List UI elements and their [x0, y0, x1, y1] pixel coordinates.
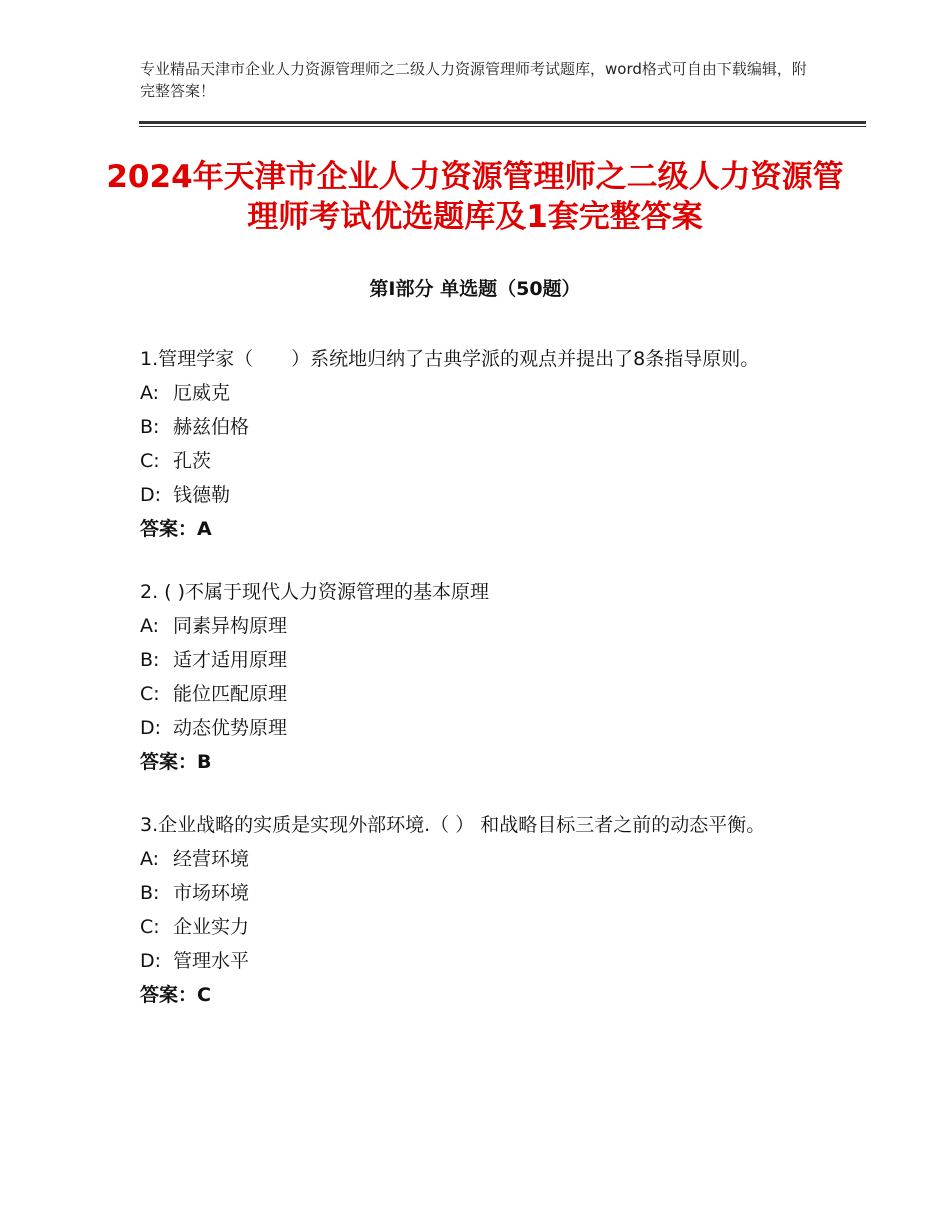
question-2: [140, 577, 810, 778]
section-title: 第Ⅰ部分 单选题（50题）: [369, 278, 581, 300]
question-list: [140, 344, 810, 1043]
option-b: [140, 878, 810, 909]
option-letter: D:: [140, 717, 162, 739]
question-stem: 1.管理学家（ ）系统地归纳了古典学派的观点并提出了8条指导原则。: [140, 348, 760, 370]
answer-line: 答案：B: [140, 751, 212, 773]
option-letter: C:: [140, 683, 160, 705]
option-text: 经营环境: [173, 848, 250, 870]
question-stem: 3.企业战略的实质是实现外部环境.（ ） 和战略目标三者之前的动态平衡。: [140, 814, 766, 836]
option-letter: A:: [140, 848, 160, 870]
question-stem: 2. ( )不属于现代人力资源管理的基本原理: [140, 581, 490, 603]
option-d: [140, 713, 810, 744]
option-c: [140, 446, 810, 477]
option-text: 企业实力: [173, 916, 250, 938]
option-letter: B:: [140, 649, 160, 671]
option-text: 适才适用原理: [173, 649, 288, 671]
option-text: 能位匹配原理: [173, 683, 288, 705]
header-divider-thin: [139, 126, 866, 127]
option-text: 赫兹伯格: [173, 416, 250, 438]
option-letter: C:: [140, 450, 160, 472]
header-divider: [139, 121, 866, 124]
option-b: [140, 645, 810, 676]
option-letter: A:: [140, 615, 160, 637]
option-letter: B:: [140, 882, 160, 904]
option-a: [140, 611, 810, 642]
option-c: [140, 679, 810, 710]
option-text: 厄威克: [173, 382, 231, 404]
answer-line: 答案：A: [140, 518, 212, 540]
document-title: 2024年天津市企业人力资源管理师之二级人力资源管理师考试优选题库及1套完整答案: [106, 159, 844, 235]
option-c: [140, 912, 810, 943]
option-text: 市场环境: [173, 882, 250, 904]
answer-line: 答案：C: [140, 984, 211, 1006]
option-text: 同素异构原理: [173, 615, 288, 637]
option-letter: D:: [140, 950, 162, 972]
option-a: [140, 844, 810, 875]
option-a: [140, 378, 810, 409]
option-letter: B:: [140, 416, 160, 438]
option-d: [140, 946, 810, 977]
option-letter: A:: [140, 382, 160, 404]
option-text: 钱德勒: [173, 484, 231, 506]
option-text: 动态优势原理: [173, 717, 288, 739]
option-letter: C:: [140, 916, 160, 938]
option-d: [140, 480, 810, 511]
option-text: 管理水平: [173, 950, 250, 972]
option-text: 孔茨: [173, 450, 212, 472]
option-b: [140, 412, 810, 443]
question-1: [140, 344, 810, 545]
question-3: [140, 810, 810, 1011]
option-letter: D:: [140, 484, 162, 506]
header-note: 专业精品天津市企业人力资源管理师之二级人力资源管理师考试题库，word格式可自由下载编辑，附完整答案！: [140, 60, 807, 100]
